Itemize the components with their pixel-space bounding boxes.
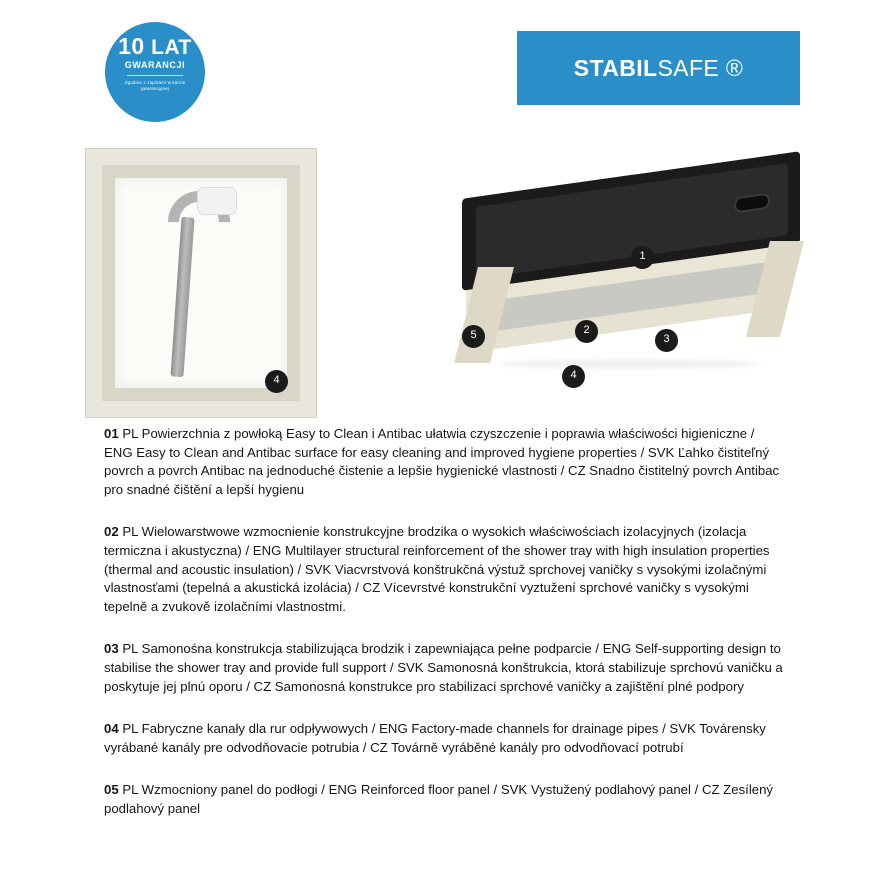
shower-tray-photo xyxy=(85,148,317,418)
logo-light-part: SAFE ® xyxy=(657,54,744,81)
callout-4-cutaway: 4 xyxy=(562,365,585,388)
callout-3: 3 xyxy=(655,329,678,352)
description-number-02: 02 xyxy=(104,524,119,540)
stabilsafe-logo-text xyxy=(574,55,744,82)
warranty-badge-divider xyxy=(127,75,183,76)
cutaway-shadow xyxy=(500,359,760,369)
description-item-01 xyxy=(104,425,784,499)
warranty-badge xyxy=(105,22,205,122)
callout-5: 5 xyxy=(462,325,485,348)
drain-cap-icon xyxy=(197,187,237,215)
description-text-01: PL Powierzchnia z powłoką Easy to Clean i Antibac ułatwia czyszczenie i poprawia właściwości higieniczne / ENG Easy to Clean and Antibac surface for easy cleaning and improved hygiene properties / SVK Ľahko čistiteľný povrch a povrch Antibac na jednoduché čistenie a lepšie hygienické vlastnosti / CZ Snadno čistitelný povrch Antibac pro snadné čištění a lepší hygienu xyxy=(104,426,780,497)
logo-bold-part: STABIL xyxy=(573,54,658,81)
description-item-05 xyxy=(104,781,784,818)
description-number-05: 05 xyxy=(104,782,119,798)
description-number-01: 01 xyxy=(104,426,119,441)
stabilsafe-logo xyxy=(517,31,800,105)
description-item-04 xyxy=(104,720,784,757)
warranty-badge-years xyxy=(105,33,205,59)
warranty-years-number: 10 xyxy=(118,33,145,59)
warranty-badge-fineprint: Zgodnie z zapisami w karcie gwarancyjnej xyxy=(124,80,186,91)
header-band xyxy=(0,0,870,135)
callout-1: 1 xyxy=(631,246,654,269)
description-text-02: PL Wielowarstwowe wzmocnienie konstrukcyjne brodzika o wysokich właściwościach izolacyjnych (izolacja termiczna i akustyczna) / ENG Multilayer structural reinforcement of the shower tray with high insulation properties (thermal and acoustic insulation) / SVK Viacvrstvová konštrukčná výstuž sprchovej vaničky s vysokými izolačnými vlastnosťami (tepelná a akustická izolácia) / CZ Vícevrstvé konstrukční vyztužení sprchové vaničky s vysokými tepelně a zvukově izolačními vlastnostmi. xyxy=(104,524,770,614)
description-text-05: PL Wzmocniony panel do podłogi / ENG Reinforced floor panel / SVK Vystužený podlahový panel / CZ Zesílený podlahový panel xyxy=(104,782,774,816)
figure-area xyxy=(0,135,870,425)
callout-2: 2 xyxy=(575,320,598,343)
description-text-04: PL Fabryczne kanały dla rur odpływowych / ENG Factory-made channels for drainage pipes / SVK Továrensky vyrábané kanály pre odvodňovacie potrubia / CZ Továrně vyráběné kanály pro odvodňovací potrubí xyxy=(104,721,766,755)
description-list xyxy=(104,425,784,843)
tray-cutaway-diagram xyxy=(440,163,830,413)
warranty-years-unit: LAT xyxy=(151,36,192,59)
description-text-03: PL Samonośna konstrukcja stabilizująca brodzik i zapewniająca pełne podparcie / ENG Self-supporting design to stabilise the shower tray and provide full support / SVK Samonosná konštrukcia, ktorá stabilizuje sprchovú vaničku a poskytuje jej plnú oporu / CZ Samonosná konstrukce pro stabilizaci sprchové vaničky a zajištění plné podpory xyxy=(104,641,783,694)
warranty-badge-subtitle: GWARANCJI xyxy=(124,60,186,70)
description-item-03 xyxy=(104,640,784,696)
callout-4-photo: 4 xyxy=(265,370,288,393)
description-number-04: 04 xyxy=(104,721,119,737)
description-item-02 xyxy=(104,523,784,616)
description-number-03: 03 xyxy=(104,641,119,657)
tray-frame xyxy=(102,165,300,401)
